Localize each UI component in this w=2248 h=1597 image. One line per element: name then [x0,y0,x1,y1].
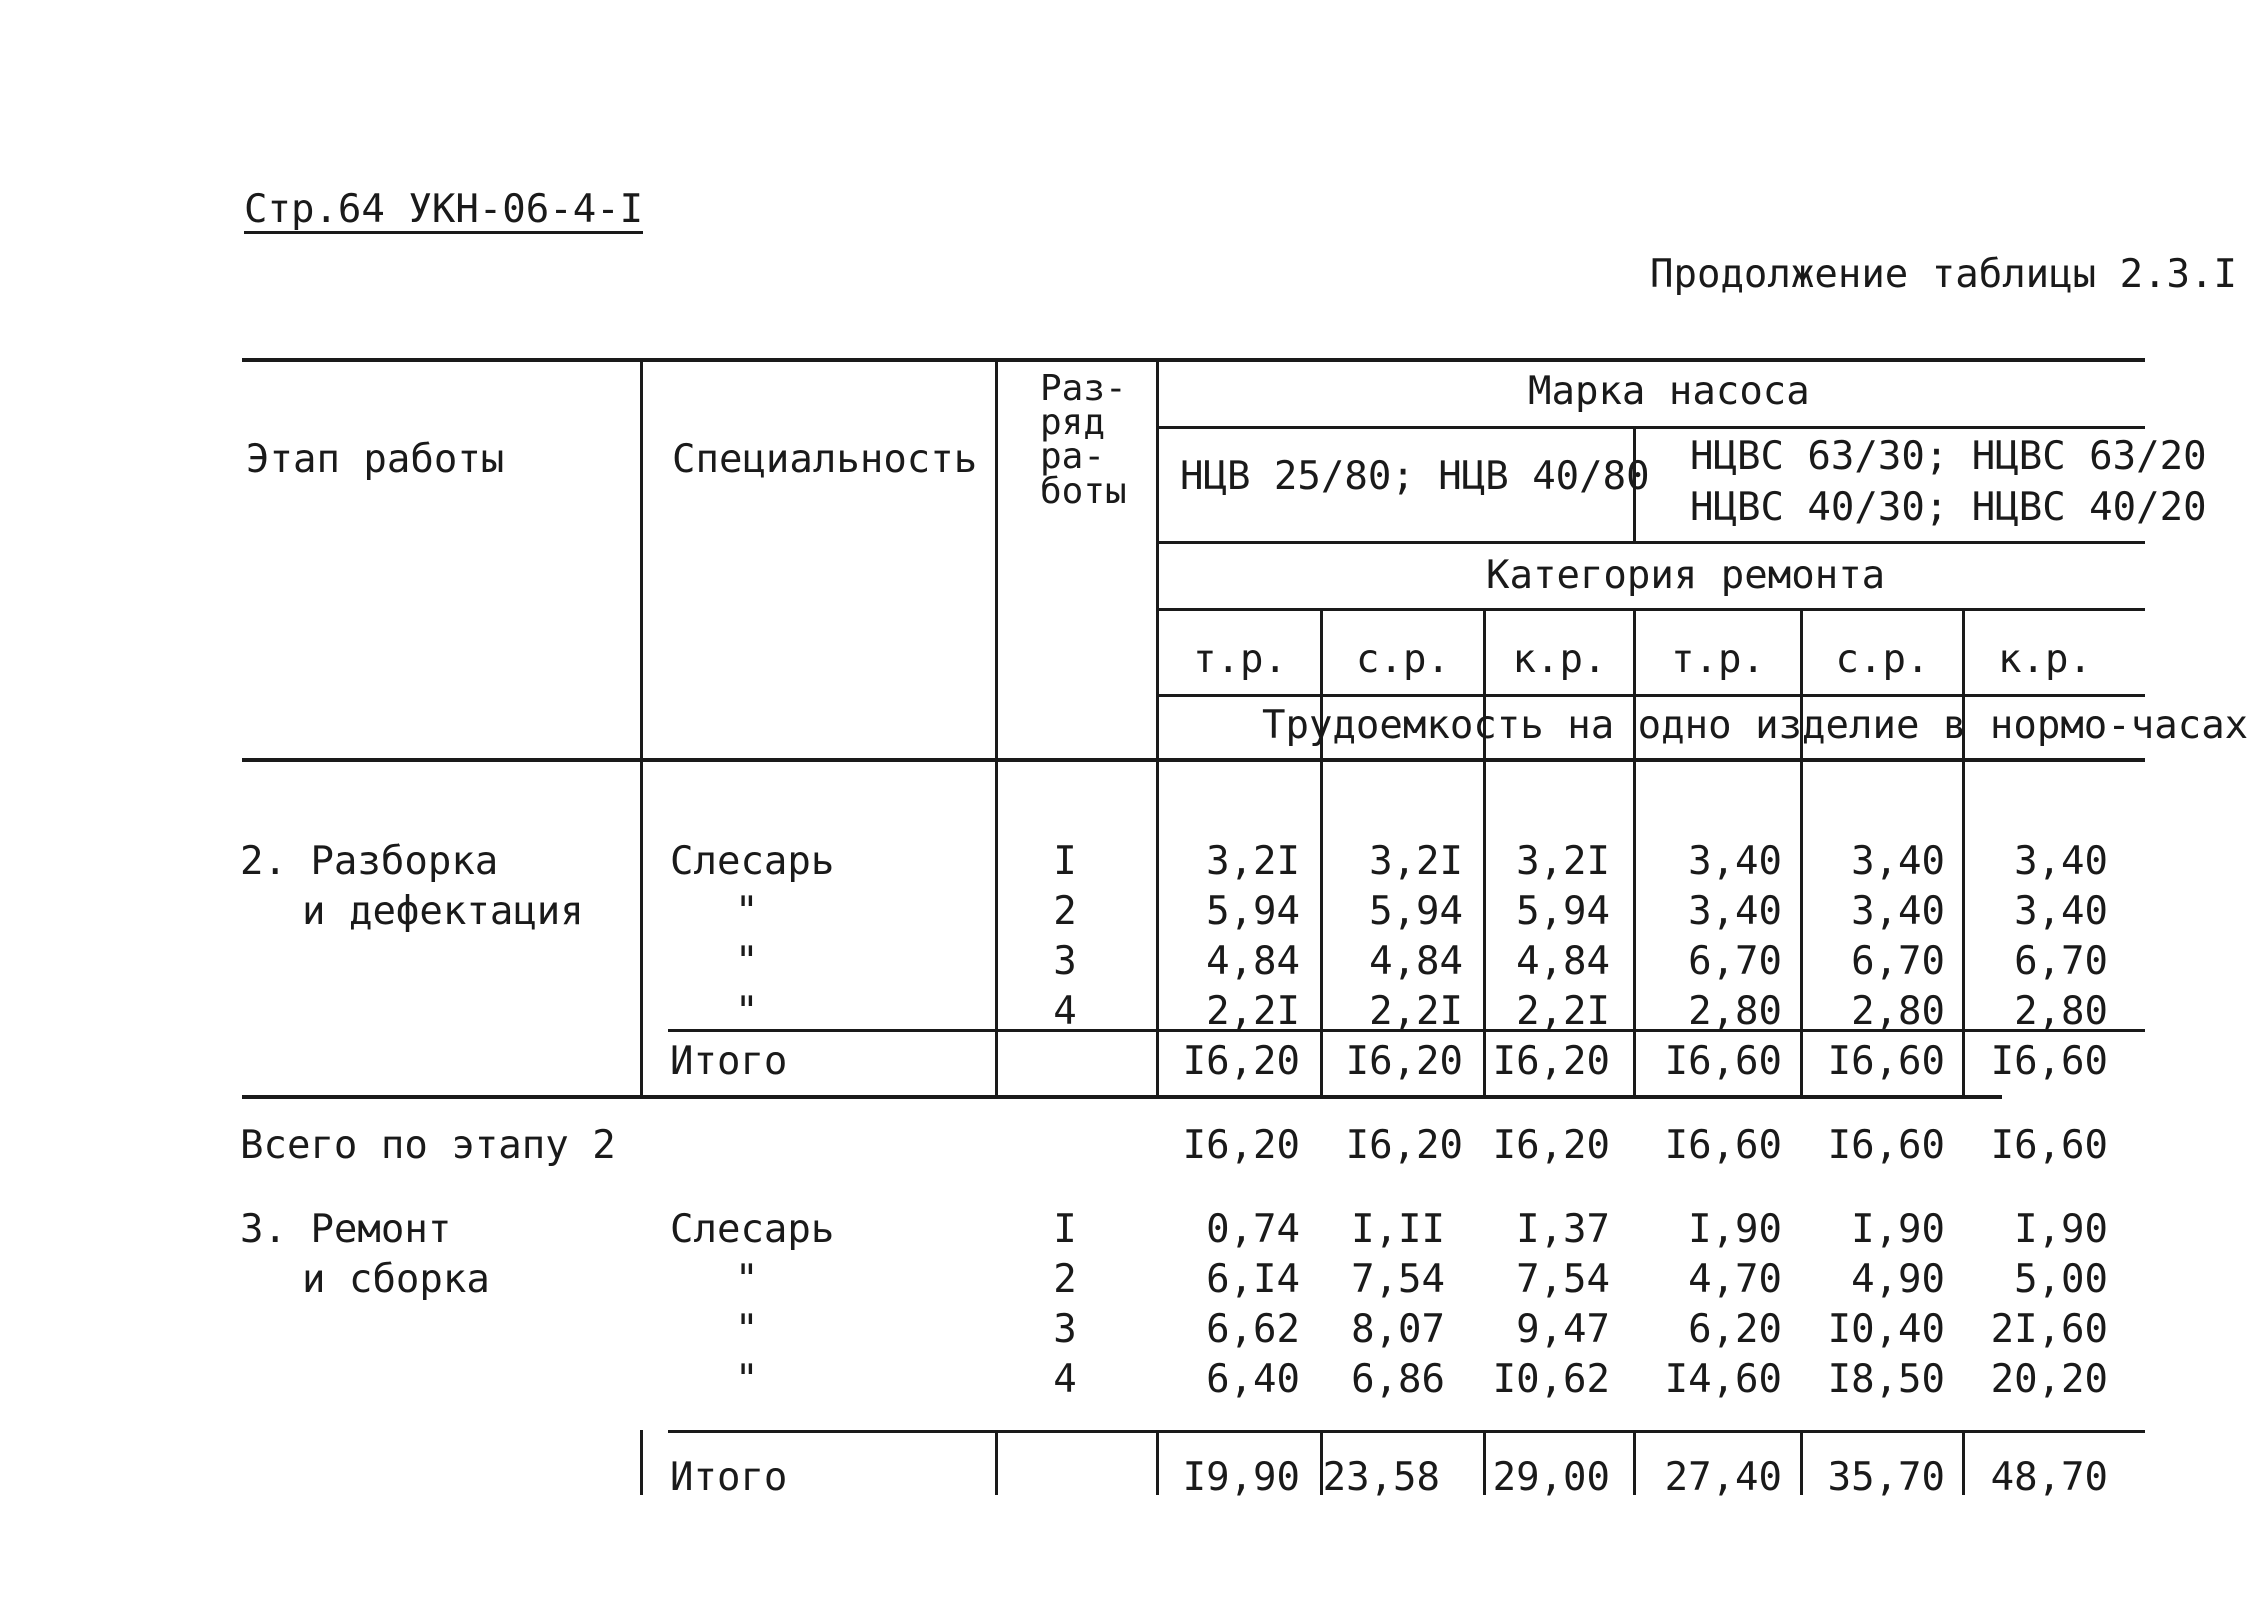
stage-total-value: I6,20 [1492,1123,1610,1168]
row-grade: 2 [1053,889,1077,934]
total-value: I6,60 [1990,1039,2108,1084]
stage-total-value: I6,60 [1827,1123,1945,1168]
total-value: 35,70 [1827,1455,1945,1500]
header-pump-brand: Марка насоса [1528,369,1810,414]
row-value: I,90 [1851,1207,1945,1252]
row-value: 2,2I [1206,989,1300,1034]
header-category: т.р. [1193,637,1287,682]
row-value: I0,40 [1827,1307,1945,1352]
row-value: I,90 [2014,1207,2108,1252]
row-value: 4,84 [1516,939,1610,984]
row-value: 3,2I [1516,839,1610,884]
row-value: 4,84 [1206,939,1300,984]
page-header: Стр.64 УКН-06-4-I [244,187,644,232]
total-value: 27,40 [1664,1455,1782,1500]
total-label: Итого [670,1455,788,1500]
header-group2-line2: НЦВС 40/30; НЦВС 40/20 [1690,485,2207,530]
row-value: 3,40 [1851,839,1945,884]
row-value: 2,80 [1851,989,1945,1034]
row-grade: 3 [1053,1307,1077,1352]
header-group2-line1: НЦВС 63/30; НЦВС 63/20 [1690,434,2207,479]
row-value: 2,80 [1688,989,1782,1034]
row-value: 6,62 [1206,1307,1300,1352]
section3-title-cont: и сборка [302,1257,490,1302]
row-grade: I [1053,839,1077,884]
header-bottom-rule [242,758,2145,762]
total-label: Итого [670,1039,788,1084]
row-value: 6,70 [1851,939,1945,984]
stage-total-value: I6,60 [1664,1123,1782,1168]
row-value: 6,20 [1688,1307,1782,1352]
col-rule-specialty [640,358,643,1098]
total-value: I6,60 [1827,1039,1945,1084]
row-value: 4,70 [1688,1257,1782,1302]
row-value: 5,94 [1369,889,1463,934]
subcategory-rule [1157,694,2145,697]
header-grade [1040,368,1127,512]
total-value: I9,90 [1182,1455,1300,1500]
row-grade: 4 [1053,989,1077,1034]
row-value: 20,20 [1990,1357,2108,1402]
row-value: 0,74 [1206,1207,1300,1252]
col-rule-specialty-lower [640,1430,643,1495]
header-specialty: Специальность [672,437,978,482]
row-value: I0,62 [1492,1357,1610,1402]
header-grade-line: Раз- [1040,368,1127,409]
stage-total-value: I6,60 [1990,1123,2108,1168]
header-grade-line: ряд [1040,402,1106,444]
stage-total-value: I6,20 [1182,1123,1300,1168]
row-value: 6,70 [1688,939,1782,984]
row-value: 3,40 [1851,889,1945,934]
table-top-rule [242,358,2145,362]
section2-bottom-rule [242,1095,2002,1099]
header-grade-line: боты [1040,470,1127,512]
row-value: 3,40 [2014,889,2108,934]
row-value: 6,70 [2014,939,2108,984]
group-rule [1157,541,2145,544]
table-caption: Продолжение таблицы 2.3.I [1650,252,2237,297]
total-value: 29,00 [1492,1455,1610,1500]
section2-title: 2. Разборка [240,839,499,884]
row-value: 2,2I [1369,989,1463,1034]
row-specialty: " [735,889,759,934]
section3-title: 3. Ремонт [240,1207,452,1252]
section3-subtotal-rule [668,1430,2145,1433]
row-value: 4,84 [1369,939,1463,984]
row-value: 5,94 [1206,889,1300,934]
row-grade: 4 [1053,1357,1077,1402]
row-value: 3,40 [2014,839,2108,884]
row-value: 3,2I [1206,839,1300,884]
row-specialty: " [735,939,759,984]
row-grade: 2 [1053,1257,1077,1302]
row-value: 6,40 [1206,1357,1300,1402]
row-specialty: " [735,989,759,1034]
row-value: 2,80 [2014,989,2108,1034]
row-grade: I [1053,1207,1077,1252]
row-value: 9,47 [1516,1307,1610,1352]
row-value: 8,07 [1351,1307,1445,1352]
header-category: к.р. [1512,637,1607,682]
row-value: 5,00 [2014,1257,2108,1302]
header-category: с.р. [1835,637,1930,682]
col-rule-grade-lower [995,1430,998,1495]
header-category: с.р. [1356,637,1450,682]
total-value: I6,20 [1182,1039,1300,1084]
total-value: I6,20 [1345,1039,1463,1084]
row-grade: 3 [1053,939,1077,984]
pump-brand-rule [1157,426,2145,429]
header-labor: Трудоемкость на одно изделие в нормо-часах [1262,703,2248,748]
header-grade-line: ра- [1040,436,1106,478]
row-value: 6,86 [1351,1357,1445,1402]
row-value: 2,2I [1516,989,1610,1034]
header-repair-category: Категория ремонта [1486,553,1886,598]
col-rule-grade [995,358,998,1098]
header-group1: НЦВ 25/80; НЦВ 40/80 [1180,454,1650,499]
header-stage: Этап работы [246,437,505,482]
row-specialty: " [735,1357,759,1402]
total-value: 48,70 [1990,1455,2108,1500]
row-value: 3,2I [1369,839,1463,884]
total-value: 23,58 [1322,1455,1440,1500]
col-rule-values [1156,358,1159,1098]
stage-total-label: Всего по этапу 2 [240,1123,616,1168]
row-value: I4,60 [1664,1357,1782,1402]
stage-total-value: I6,20 [1345,1123,1463,1168]
row-value: 4,90 [1851,1257,1945,1302]
row-value: 3,40 [1688,839,1782,884]
header-category: т.р. [1671,637,1765,682]
row-value: I,37 [1516,1207,1610,1252]
row-value: 2I,60 [1990,1307,2108,1352]
row-specialty: Слесарь [670,839,835,884]
row-value: 7,54 [1516,1257,1610,1302]
row-value: I,II [1351,1207,1445,1252]
section2-title-cont: и дефектация [302,889,584,934]
row-value: 7,54 [1351,1257,1445,1302]
total-value: I6,20 [1492,1039,1610,1084]
row-value: 6,I4 [1206,1257,1300,1302]
row-value: I,90 [1688,1207,1782,1252]
row-specialty: Слесарь [670,1207,835,1252]
row-specialty: " [735,1257,759,1302]
row-value: 5,94 [1516,889,1610,934]
row-specialty: " [735,1307,759,1352]
category-rule [1157,608,2145,611]
total-value: I6,60 [1664,1039,1782,1084]
row-value: 3,40 [1688,889,1782,934]
row-value: I8,50 [1827,1357,1945,1402]
header-category: к.р. [1998,637,2092,682]
